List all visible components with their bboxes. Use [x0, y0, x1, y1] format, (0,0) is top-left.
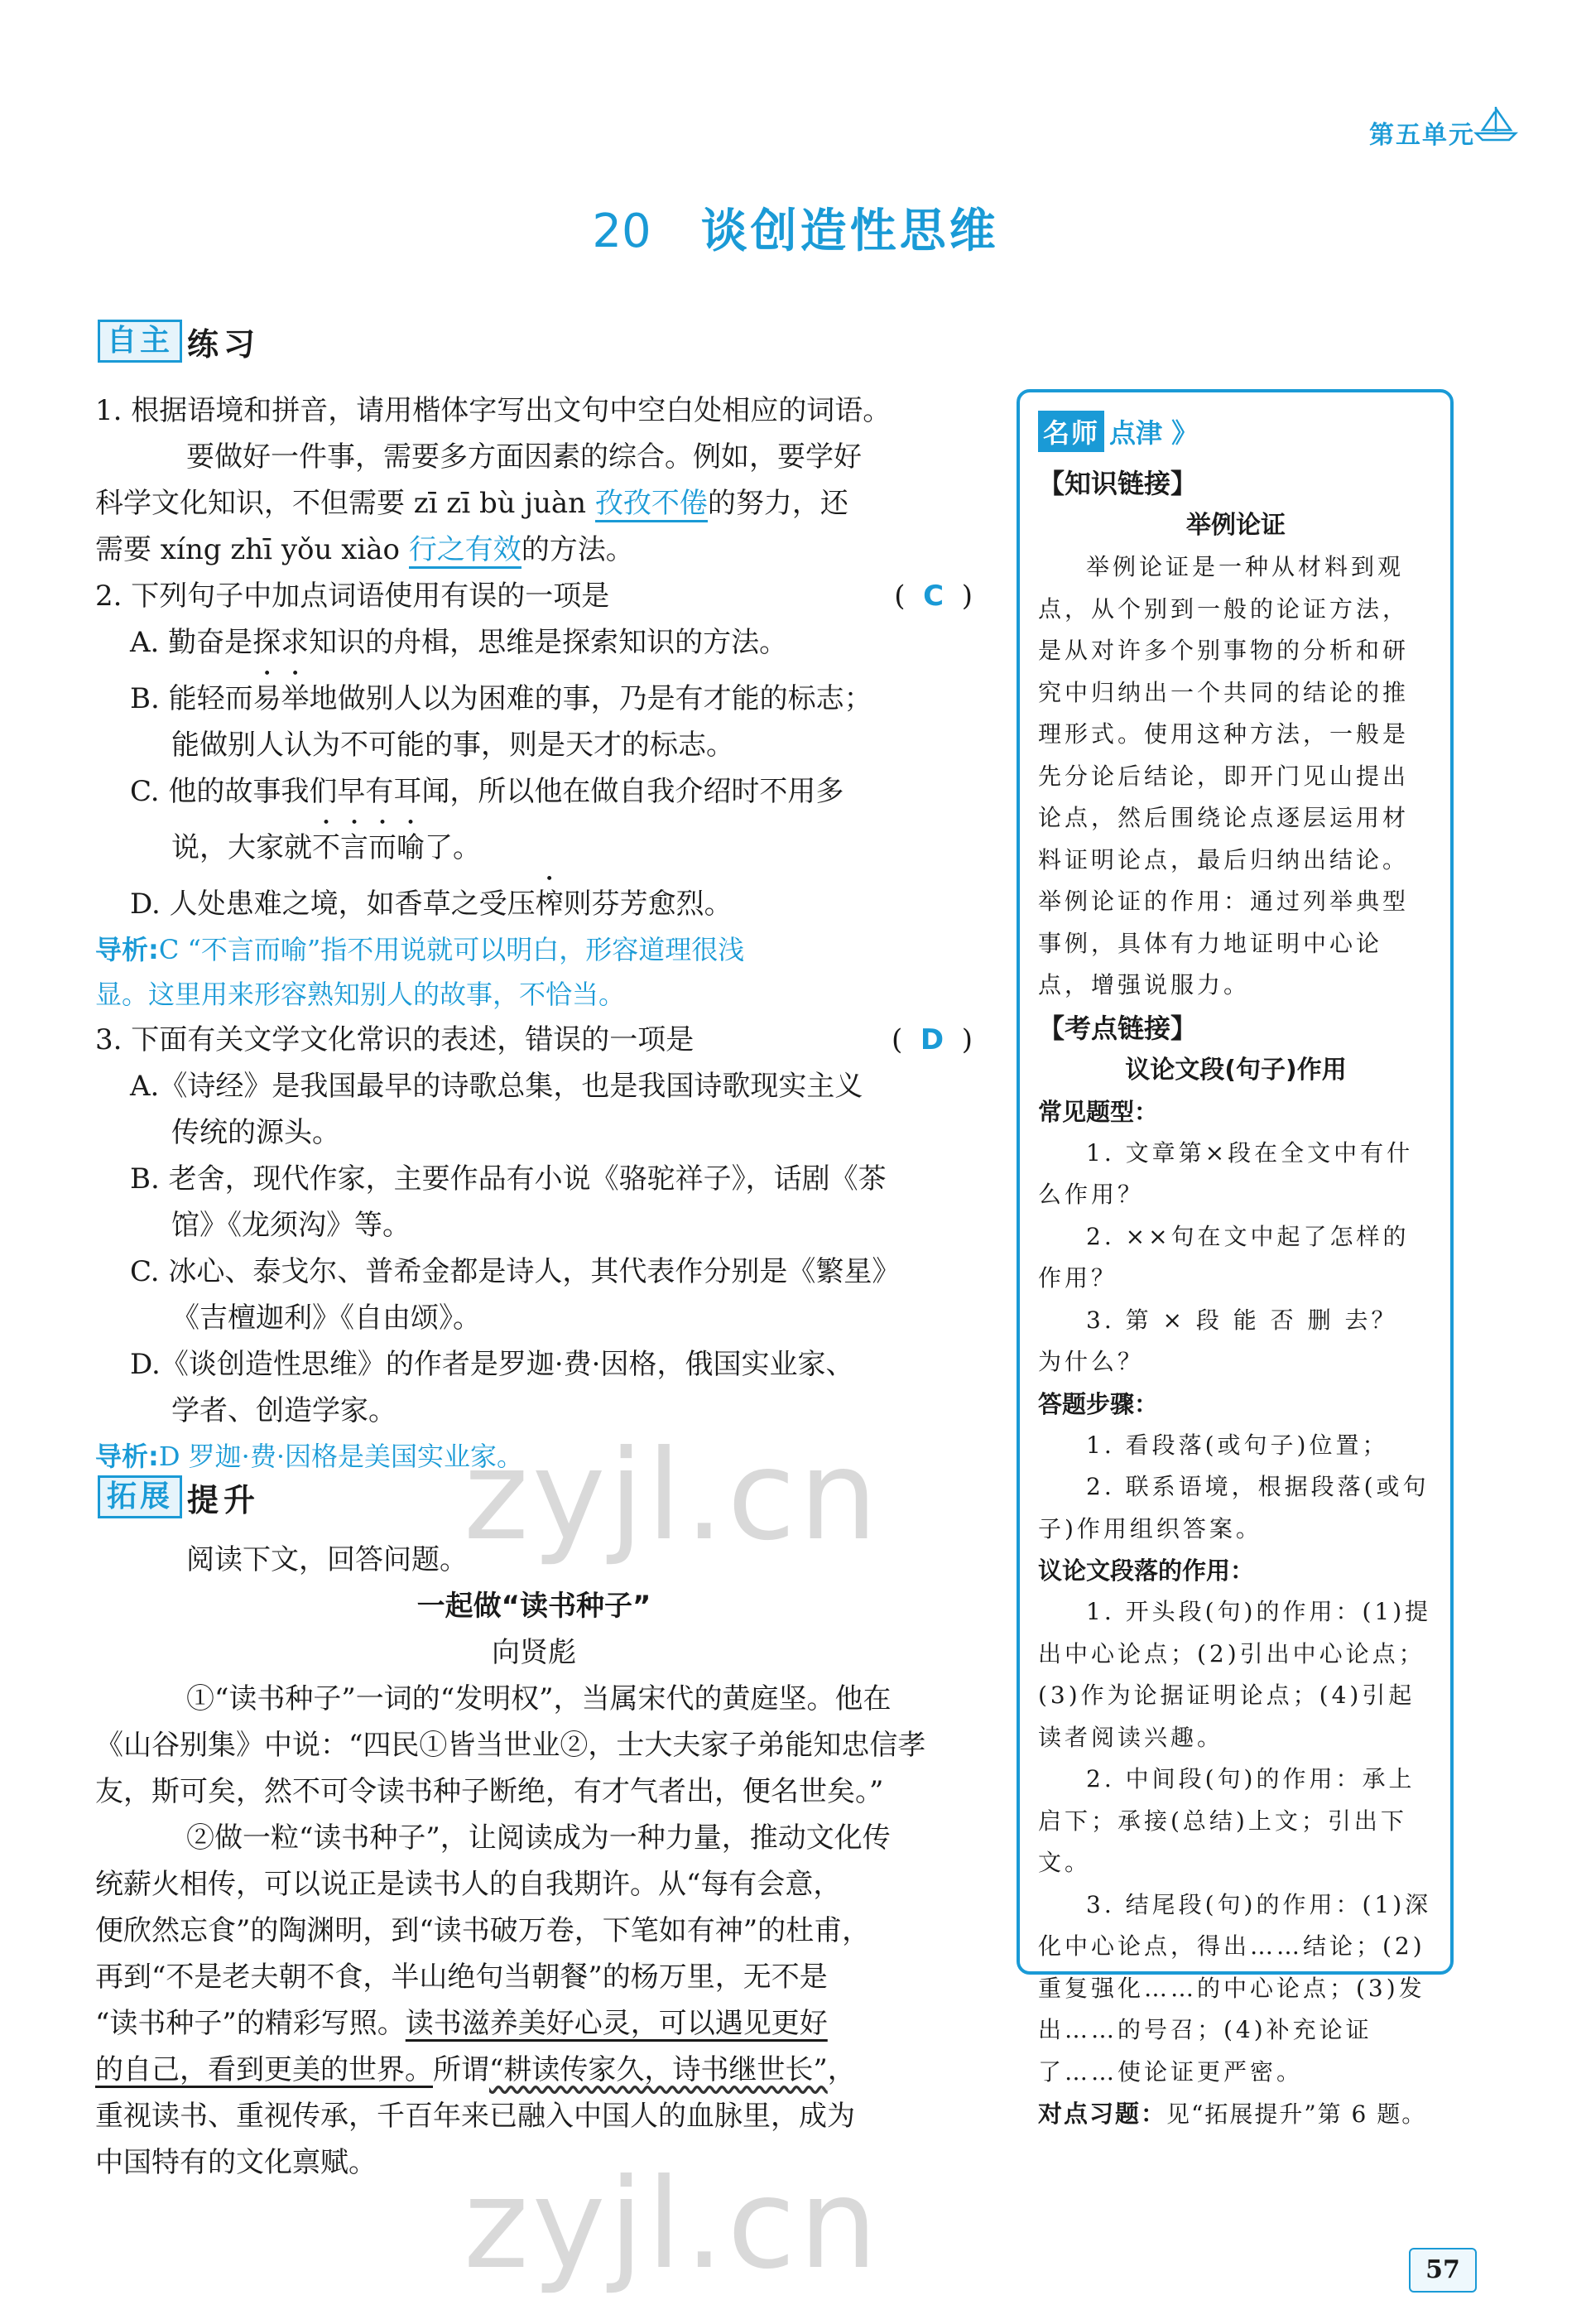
q3-option-c-1: C. 冰心、泰戈尔、普希金都是诗人，其代表作分别是《繁星》	[130, 1255, 901, 1288]
knowledge-paragraph: 举例论证是一种从材料到观点，从个别到一般的论证方法，是从对许多个别事物的分析和研究中归纳出一个共同的结论的推理形式。使用这种方法，一般是先分论后结论，即开门见山提出论点，然后围绕论点逐层运用材料证明论点，最后归纳出结论。举例论证的作用：通过列举典型事例，具体有力地证明中心论点，增强说服力。	[1038, 553, 1410, 998]
knowledge-subtitle: 举例论证	[1186, 511, 1286, 540]
q3-option-d-2: 学者、创造学家。	[171, 1394, 397, 1427]
q3-answer-paren: ( D )	[891, 1023, 973, 1056]
para2-line4: 再到“不是老夫朝不食，半山绝句当朝餐”的杨万里，无不是	[95, 1961, 828, 1994]
section-tag: 自主	[98, 320, 182, 363]
sidebar-header	[1038, 411, 1434, 452]
q2-option-d: D. 人处患难之境，如香草之受压榨则芬芳愈烈。	[130, 888, 733, 921]
q3-option-d-1: D.《谈创造性思维》的作者是罗迦·费·因格，俄国实业家、	[130, 1348, 854, 1381]
lesson-number: 20	[592, 204, 651, 258]
q3-stem: 3. 下面有关文学文化常识的表述，错误的一项是 ( D )	[95, 1017, 973, 1063]
q2-guide-2: 显。这里用来形容熟知别人的故事，不恰当。	[95, 979, 626, 1010]
q2-answer-paren: ( C )	[894, 580, 973, 613]
q2-answer: C	[923, 580, 945, 613]
reading-author: 向贤彪	[492, 1636, 576, 1669]
exam-link-heading: 【考点链接】	[1038, 1012, 1198, 1044]
q2-guide-1: 导析:C “不言而喻”指不用说就可以明白，形容道理很浅	[95, 934, 745, 965]
lesson-title	[0, 195, 1591, 261]
para2-line1: ②做一粒“读书种子”，让阅读成为一种力量，推动文化传	[186, 1821, 891, 1855]
q1-context-3: 需要 xíng zhī yǒu xiào 行之有效的方法。	[95, 527, 973, 573]
q3-answer: D	[920, 1023, 945, 1056]
paragraph-role-2: 2. 中间段(句)的作用：承上启下；承接(总结)上文；引出下文。	[1038, 1765, 1416, 1876]
section-title: 练习	[187, 325, 261, 363]
exam-subtitle: 议论文段(句子)作用	[1125, 1055, 1347, 1085]
paragraph-role-1: 1. 开头段(句)的作用：(1)提出中心论点；(2)引出中心论点；(3)作为论据证明论点；(4)引起读者阅读兴趣。	[1038, 1598, 1432, 1751]
sidebar-tag-rest: 点津 》	[1109, 417, 1199, 449]
paragraph-role-3: 3. 结尾段(句)的作用：(1)深化中心论点，得出……结论；(2)重复强化……的中心论点；(3)发出……的号召；(4)补充论证了……使论证更严密。	[1038, 1890, 1432, 2086]
section-extension	[98, 1475, 260, 1518]
para2-line2: 统薪火相传，可以说正是读书人的自我期许。从“每有会意，	[95, 1868, 842, 1901]
watermark: zyjl.cn	[464, 1424, 882, 1568]
section-tag: 拓展	[98, 1475, 182, 1518]
lesson-title-text: 谈创造性思维	[700, 204, 999, 258]
question-types-label: 常见题型：	[1038, 1097, 1159, 1126]
reading-title: 一起做“读书种子”	[416, 1590, 651, 1623]
sidebar-tag: 名师	[1038, 411, 1104, 452]
unit-label: 第五单元	[1369, 121, 1475, 150]
underlined-sentence: 读书滋养美好心灵，可以遇见更好	[405, 2007, 828, 2040]
q2-option-c-1: C. 他的故事我们早有耳闻，所以他在做自我介绍时不用多	[130, 775, 844, 808]
paragraph-roles-label: 议论文段落的作用：	[1038, 1557, 1255, 1585]
q2-stem: 2. 下列句子中加点词语使用有误的一项是 ( C )	[95, 573, 973, 619]
para2-line6: 的自己，看到更美的世界。所谓“耕读传家久，诗书继世长”，	[95, 2053, 856, 2086]
q3-option-b-1: B. 老舍，现代作家，主要作品有小说《骆驼祥子》，话剧《茶	[130, 1162, 887, 1196]
answer-steps-label: 答题步骤：	[1038, 1389, 1159, 1418]
q3-option-a-1: A.《诗经》是我国最早的诗歌总集，也是我国诗歌现实主义	[130, 1070, 863, 1103]
q1-context-2: 科学文化知识，不但需要 zī zī bù juàn 孜孜不倦的努力，还	[95, 480, 973, 527]
q3-option-b-2: 馆》《龙须沟》等。	[171, 1209, 411, 1242]
reading-intro: 阅读下文，回答问题。	[186, 1543, 468, 1576]
q1-answer-1: 孜孜不倦	[595, 487, 708, 522]
para1-line3: 友，斯可矣，然不可令读书种子断绝，有才气者出，便名世矣。”	[95, 1775, 884, 1808]
page-number: 57	[1409, 2248, 1477, 2293]
reading-passage	[95, 1537, 973, 2186]
para1-line1: ①“读书种子”一词的“发明权”，当属宋代的黄庭坚。他在	[186, 1682, 892, 1715]
section-title: 提升	[187, 1481, 261, 1518]
sailboat-icon	[1471, 103, 1521, 143]
question-type-2: 2. ××句在文中起了怎样的作用？	[1038, 1222, 1410, 1292]
para2-line7: 重视读书、重视传承，千百年来已融入中国人的血脉里，成为	[95, 2100, 855, 2133]
q2-option-b-1: B. 能轻而易举地做别人以为困难的事，乃是有才能的标志；	[130, 682, 872, 715]
q2-option-c-2: 说，大家就不言而喻了。	[171, 831, 481, 864]
q3-option-c-2: 《吉檀迦利》《自由颂》。	[171, 1302, 481, 1335]
exercise-block	[95, 387, 973, 1479]
q1-stem: 1. 根据语境和拼音，请用楷体字写出文句中空白处相应的词语。	[95, 394, 892, 427]
q3-option-a-2: 传统的源头。	[171, 1116, 340, 1149]
related-exercise: 对点习题：见“拓展提升”第 6 题。	[1038, 2100, 1427, 2128]
q1-answer-2: 行之有效	[409, 533, 522, 569]
para2-line5: “读书种子”的精彩写照。读书滋养美好心灵，可以遇见更好	[95, 2007, 828, 2040]
section-self-practice	[98, 320, 260, 363]
q2-option-b-2: 能做别人认为不可能的事，则是天才的标志。	[171, 729, 734, 762]
wavy-quote: “耕读传家久，诗书继世长”	[489, 2053, 828, 2086]
question-type-1: 1. 文章第×段在全文中有什么作用？	[1038, 1138, 1414, 1208]
q1-context-1: 要做好一件事，需要多方面因素的综合。例如，要学好	[186, 440, 862, 474]
teacher-tips-sidebar	[1017, 389, 1454, 2128]
answer-step-1: 1. 看段落(或句子)位置；	[1086, 1431, 1389, 1459]
q2-option-a: A. 勤奋是探求知识的舟楫，思维是探索知识的方法。	[130, 626, 788, 659]
para2-line8: 中国特有的文化禀赋。	[95, 2146, 377, 2179]
answer-step-2: 2. 联系语境，根据段落(或句子)作用组织答案。	[1038, 1473, 1430, 1542]
para1-line2: 《山谷别集》中说：“四民①皆当世业②，士大夫家子弟能知忠信孝	[95, 1729, 926, 1762]
q3-guide: 导析:D 罗迦·费·因格是美国实业家。	[95, 1441, 523, 1472]
para2-line3: 便欣然忘食”的陶渊明，到“读书破万卷，下笔如有神”的杜甫，	[95, 1914, 871, 1947]
knowledge-link-heading: 【知识链接】	[1038, 468, 1198, 499]
question-type-3: 3. 第 × 段 能 否 删 去？ 为什么？	[1038, 1306, 1398, 1375]
watermark: zyjl.cn	[464, 2153, 882, 2297]
